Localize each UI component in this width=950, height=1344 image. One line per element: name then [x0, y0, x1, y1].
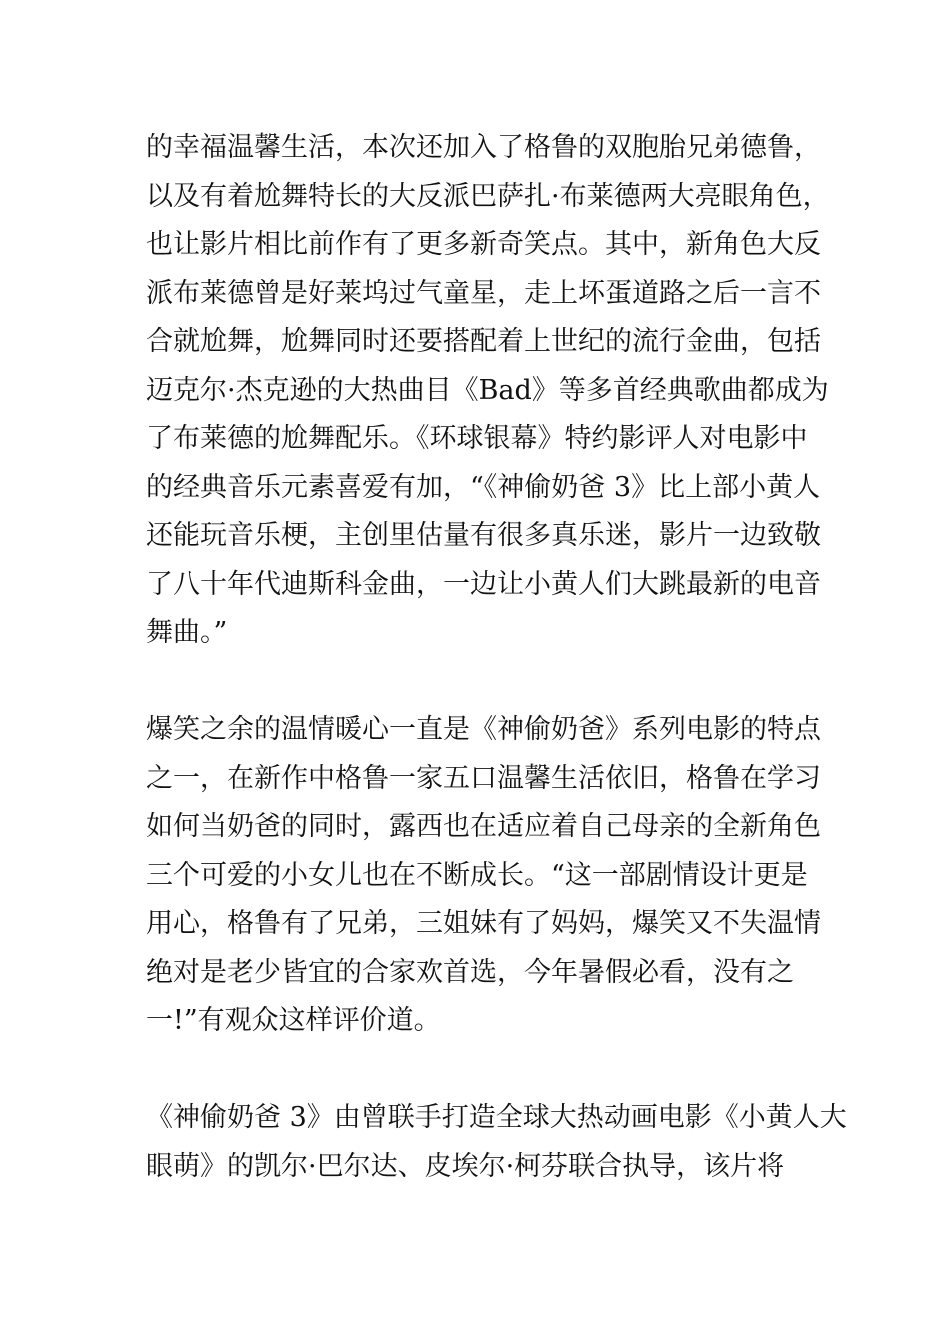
text-line: 派布莱德曾是好莱坞过气童星，走上坏蛋道路之后一言不	[146, 277, 821, 309]
text-line: 的幸福温馨生活，本次还加入了格鲁的双胞胎兄弟德鲁，	[146, 132, 821, 163]
text-line: 用心，格鲁有了兄弟，三姐妹有了妈妈，爆笑又不失温情	[146, 908, 821, 939]
text-line: 如何当奶爸的同时，露西也在适应着自己母亲的全新角色	[146, 811, 821, 842]
text-line: 合就尬舞，尬舞同时还要搭配着上世纪的流行金曲，包括	[146, 326, 821, 357]
paragraph-2	[146, 706, 826, 1046]
text-line: 绝对是老少皆宜的合家欢首选，今年暑假必看，没有之	[146, 956, 794, 988]
text-line: 迈克尔·杰克逊的大热曲目《Bad》等多首经典歌曲都成为	[146, 374, 829, 406]
paragraph-1	[146, 124, 830, 658]
text-line: 三个可爱的小女儿也在不断成长。“这一部剧情设计更是	[146, 859, 808, 891]
text-line: 还能玩音乐梗，主创里估量有很多真乐迷，影片一边致敬	[146, 520, 821, 551]
article-body	[146, 124, 847, 1191]
text-line: 《神偷奶爸 3》由曾联手打造全球大热动画电影《小黄人大	[146, 1102, 847, 1133]
paragraph-3	[146, 1094, 847, 1191]
text-line: 的经典音乐元素喜爱有加，“《神偷奶爸 3》比上部小黄人	[146, 471, 821, 503]
text-line: 也让影片相比前作有了更多新奇笑点。其中，新角色大反	[146, 229, 821, 260]
text-line: 之一，在新作中格鲁一家五口温馨生活依旧，格鲁在学习	[146, 762, 821, 794]
text-line: 了八十年代迪斯科金曲，一边让小黄人们大跳最新的电音	[146, 568, 821, 600]
text-line: 以及有着尬舞特长的大反派巴萨扎·布莱德两大亮眼角色，	[146, 180, 830, 212]
text-line: 爆笑之余的温情暖心一直是《神偷奶爸》系列电影的特点	[146, 714, 821, 745]
text-line: 舞曲。”	[146, 617, 228, 648]
paragraph-gap	[146, 1046, 826, 1095]
text-line: 了布莱德的尬舞配乐。《环球银幕》特约影评人对电影中	[146, 423, 808, 454]
text-line: 一!”有观众这样评价道。	[146, 1005, 441, 1036]
text-line: 眼萌》的凯尔·巴尔达、皮埃尔·柯芬联合执导，该片将	[146, 1150, 785, 1182]
paragraph-gap	[146, 658, 826, 707]
